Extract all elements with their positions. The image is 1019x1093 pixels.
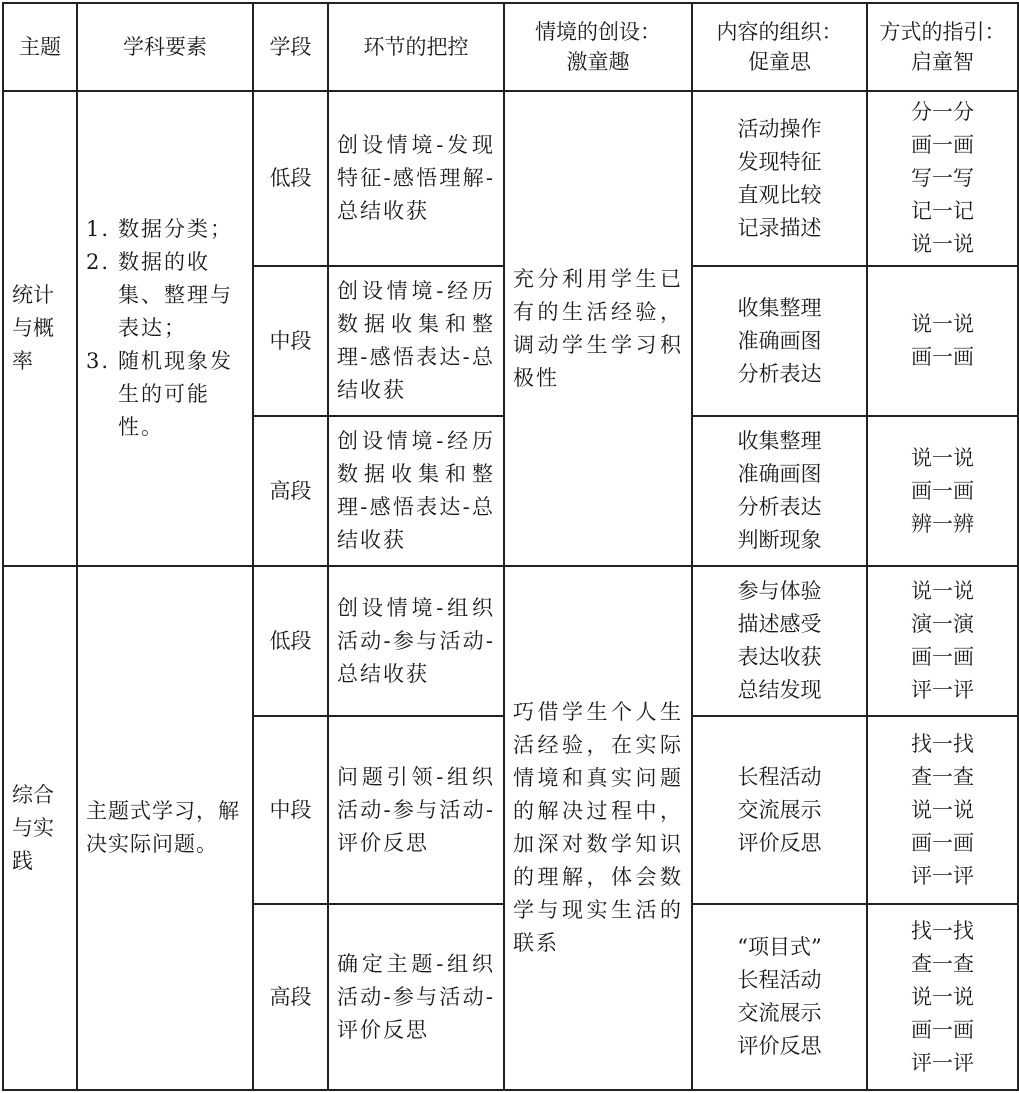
method-cell: 说一说 演一演 画一画 评一评 bbox=[867, 566, 1018, 716]
stage-cell: 低段 bbox=[253, 566, 328, 716]
method-cell: 分一分 画一画 写一写 记一记 说一说 bbox=[867, 91, 1018, 266]
situation-cell: 充分利用学生已有的生活经验，调动学生学习积极性 bbox=[504, 91, 692, 566]
stage-cell: 高段 bbox=[253, 904, 328, 1090]
table-row bbox=[3, 91, 1018, 266]
content-cell: 活动操作 发现特征 直观比较 记录描述 bbox=[692, 91, 867, 266]
control-cell: 创设情境-经历数据收集和整理-感悟表达-总结收获 bbox=[328, 266, 504, 416]
content-cell: “项目式” 长程活动 交流展示 评价反思 bbox=[692, 904, 867, 1090]
header-elements: 学科要素 bbox=[77, 3, 253, 91]
stage-cell: 低段 bbox=[253, 91, 328, 266]
control-cell: 创设情境-经历数据收集和整理-感悟表达-总结收获 bbox=[328, 416, 504, 566]
theme-cell: 统计 与概 率 bbox=[3, 91, 77, 566]
control-cell: 创设情境-组织活动-参与活动-总结收获 bbox=[328, 566, 504, 716]
stage-cell: 高段 bbox=[253, 416, 328, 566]
header-theme: 主题 bbox=[3, 3, 77, 91]
header-situation: 情境的创设： 激童趣 bbox=[504, 3, 692, 91]
header-content: 内容的组织： 促童思 bbox=[692, 3, 867, 91]
list-item: 3. 随机现象发生的可能性。 bbox=[86, 349, 233, 439]
list-item: 2. 数据的收集、整理与表达； bbox=[86, 250, 233, 340]
method-cell: 说一说 画一画 bbox=[867, 266, 1018, 416]
header-row bbox=[3, 3, 1018, 91]
header-stage: 学段 bbox=[253, 3, 328, 91]
teaching-table bbox=[2, 2, 1019, 1091]
content-cell: 参与体验 描述感受 表达收获 总结发现 bbox=[692, 566, 867, 716]
stage-cell: 中段 bbox=[253, 716, 328, 904]
elements-cell: 主题式学习，解决实际问题。 bbox=[77, 566, 253, 1090]
control-cell: 创设情境-发现特征-感悟理解-总结收获 bbox=[328, 91, 504, 266]
control-cell: 确定主题-组织活动-参与活动-评价反思 bbox=[328, 904, 504, 1090]
stage-cell: 中段 bbox=[253, 266, 328, 416]
content-cell: 收集整理 准确画图 分析表达 bbox=[692, 266, 867, 416]
method-cell: 找一找 查一查 说一说 画一画 评一评 bbox=[867, 904, 1018, 1090]
elements-cell bbox=[77, 91, 253, 566]
table-row bbox=[3, 566, 1018, 716]
elements-list bbox=[86, 213, 244, 444]
control-cell: 问题引领-组织活动-参与活动-评价反思 bbox=[328, 716, 504, 904]
header-method: 方式的指引： 启童智 bbox=[867, 3, 1018, 91]
situation-cell: 巧借学生个人生活经验，在实际情境和真实问题的解决过程中，加深对数学知识的理解，体会数学与现实生活的联系 bbox=[504, 566, 692, 1090]
list-item: 1. 数据分类； bbox=[86, 217, 233, 241]
method-cell: 找一找 查一查 说一说 画一画 评一评 bbox=[867, 716, 1018, 904]
content-cell: 长程活动 交流展示 评价反思 bbox=[692, 716, 867, 904]
theme-cell: 综合 与实 践 bbox=[3, 566, 77, 1090]
header-control: 环节的把控 bbox=[328, 3, 504, 91]
method-cell: 说一说 画一画 辨一辨 bbox=[867, 416, 1018, 566]
content-cell: 收集整理 准确画图 分析表达 判断现象 bbox=[692, 416, 867, 566]
